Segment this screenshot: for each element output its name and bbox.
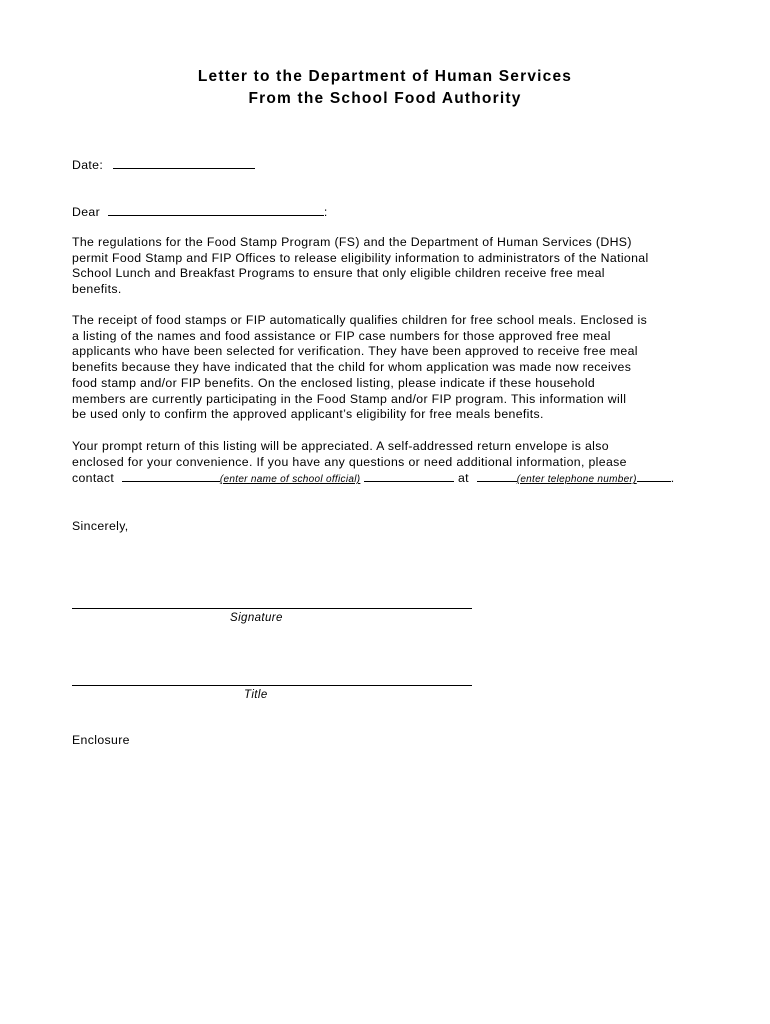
date-label: Date: xyxy=(72,158,104,172)
signature-caption: Signature xyxy=(230,612,283,624)
paragraph-receipt xyxy=(72,313,712,423)
paragraph-regulations xyxy=(72,235,712,298)
paragraph-line: be used only to confirm the approved applicant’s eligibility for free meals benefits. xyxy=(72,407,544,422)
letter-title-line-2: From the School Food Authority xyxy=(248,90,522,107)
paragraph-line: applicants who have been selected for verification. They have been approved to receive free meal xyxy=(72,344,638,359)
official-name-hint: (enter name of school official) xyxy=(219,474,361,486)
contact-line xyxy=(72,470,712,488)
paragraph-line: members are currently participating in the Food Stamp and/or FIP program. This information will xyxy=(72,391,627,406)
paragraph-line: food stamp and/or FIP benefits. On the enclosed listing, please indicate if these household xyxy=(72,375,596,390)
dear-label: Dear xyxy=(72,205,101,219)
title-line[interactable] xyxy=(72,685,472,686)
dear-colon: : xyxy=(323,205,328,219)
official-name-blank-tail[interactable] xyxy=(364,470,454,482)
paragraph-line: benefits. xyxy=(72,282,122,297)
official-name-blank[interactable] xyxy=(122,470,220,482)
paragraph-line: The receipt of food stamps or FIP automatically qualifies children for free school meals. Enclosed is xyxy=(72,313,648,327)
phone-blank[interactable] xyxy=(477,470,517,482)
paragraph-line: The regulations for the Food Stamp Program (FS) and the Department of Human Services (DHS) xyxy=(72,235,632,249)
paragraph-return xyxy=(72,439,712,488)
contact-at: at xyxy=(457,471,469,486)
paragraph-line: enclosed for your convenience. If you have any questions or need additional information, please xyxy=(72,454,627,469)
title-caption: Title xyxy=(244,689,268,701)
paragraph-line: Your prompt return of this listing will be appreciated. A self-addressed return envelope is also xyxy=(72,439,609,453)
paragraph-line: benefits because they have indicated that the child for whom application was made now receives xyxy=(72,360,632,375)
enclosure-label: Enclosure xyxy=(72,733,130,747)
contact-label: contact xyxy=(72,471,115,486)
date-line xyxy=(72,157,255,173)
signature-line[interactable] xyxy=(72,608,472,609)
phone-blank-tail[interactable] xyxy=(637,470,671,482)
salutation-line xyxy=(72,204,328,220)
paragraph-line: School Lunch and Breakfast Programs to ensure that only eligible children receive free meal xyxy=(72,266,605,281)
paragraph-line: a listing of the names and food assistance or FIP case numbers for those approved free meal xyxy=(72,328,611,343)
paragraph-line: permit Food Stamp and FIP Offices to release eligibility information to administrators of the National xyxy=(72,250,649,265)
date-field[interactable] xyxy=(113,157,255,169)
contact-period: . xyxy=(670,471,675,486)
letter-title-line-1: Letter to the Department of Human Services xyxy=(197,68,573,85)
phone-hint: (enter telephone number) xyxy=(516,474,637,486)
closing: Sincerely, xyxy=(72,519,129,533)
recipient-name-field[interactable] xyxy=(108,204,324,216)
